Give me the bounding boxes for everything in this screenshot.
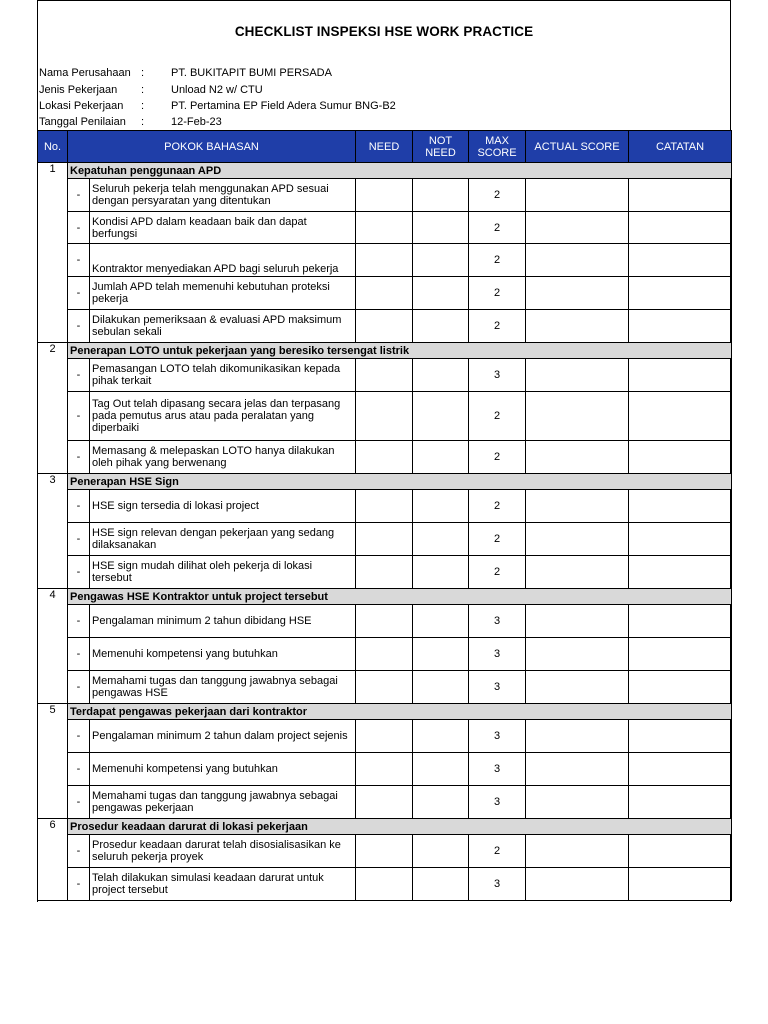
header-not-need: NOT NEED (413, 131, 469, 163)
number-cell-blank (38, 244, 68, 277)
number-cell-blank (38, 490, 68, 523)
checklist-item-row (38, 671, 732, 704)
need-cell[interactable] (356, 359, 413, 392)
info-label: Tanggal Penilaian (39, 116, 126, 128)
checklist-item-row (38, 359, 732, 392)
need-cell[interactable] (356, 523, 413, 556)
section-row (38, 163, 732, 179)
not-need-cell[interactable] (413, 490, 469, 523)
not-need-cell[interactable] (413, 671, 469, 704)
item-text: Jumlah APD telah memenuhi kebutuhan proteksi pekerja (90, 277, 356, 310)
max-score-cell: 3 (469, 671, 526, 704)
max-score-cell: 2 (469, 441, 526, 474)
catatan-cell[interactable] (629, 392, 732, 441)
actual-score-cell[interactable] (526, 490, 629, 523)
checklist-item-row (38, 786, 732, 819)
actual-score-cell[interactable] (526, 359, 629, 392)
info-value: Unload N2 w/ CTU (171, 84, 263, 96)
need-cell[interactable] (356, 720, 413, 753)
checklist-item-row (38, 212, 732, 244)
number-cell-blank (38, 310, 68, 343)
actual-score-cell[interactable] (526, 753, 629, 786)
actual-score-cell[interactable] (526, 671, 629, 704)
info-label: Jenis Pekerjaan (39, 84, 118, 96)
number-cell-blank (38, 671, 68, 704)
not-need-cell[interactable] (413, 786, 469, 819)
checklist-table (37, 130, 732, 901)
catatan-cell[interactable] (629, 835, 732, 868)
catatan-cell[interactable] (629, 720, 732, 753)
item-text: Seluruh pekerja telah menggunakan APD sesuai dengan persyaratan yang ditentukan (90, 179, 356, 212)
item-text: Memenuhi kompetensi yang butuhkan (90, 638, 356, 671)
not-need-cell[interactable] (413, 720, 469, 753)
section-title: Terdapat pengawas pekerjaan dari kontraktor (68, 704, 732, 720)
number-cell-blank (38, 277, 68, 310)
item-text: Pemasangan LOTO telah dikomunikasikan kepada pihak terkait (90, 359, 356, 392)
number-cell-blank (38, 835, 68, 868)
header-catatan: CATATAN (629, 131, 732, 163)
info-value: PT. BUKITAPIT BUMI PERSADA (171, 67, 332, 79)
info-label: Lokasi Pekerjaan (39, 100, 124, 112)
need-cell[interactable] (356, 277, 413, 310)
need-cell[interactable] (356, 212, 413, 244)
catatan-cell[interactable] (629, 244, 732, 277)
item-dash: - (68, 671, 90, 704)
checklist-item-row (38, 441, 732, 474)
max-score-cell: 2 (469, 277, 526, 310)
not-need-cell[interactable] (413, 359, 469, 392)
checklist-item-row (38, 556, 732, 589)
not-need-cell[interactable] (413, 835, 469, 868)
item-text: Memahami tugas dan tanggung jawabnya sebagai pengawas pekerjaan (90, 786, 356, 819)
actual-score-cell[interactable] (526, 835, 629, 868)
need-cell[interactable] (356, 441, 413, 474)
section-number: 3 (38, 474, 68, 490)
info-value: PT. Pertamina EP Field Adera Sumur BNG-B2 (171, 100, 396, 112)
item-text: Kontraktor menyediakan APD bagi seluruh pekerja (90, 244, 356, 277)
max-score-cell: 3 (469, 786, 526, 819)
number-cell-blank (38, 212, 68, 244)
not-need-cell[interactable] (413, 605, 469, 638)
need-cell[interactable] (356, 868, 413, 901)
header-max-score: MAX SCORE (469, 131, 526, 163)
item-dash: - (68, 638, 90, 671)
not-need-cell[interactable] (413, 753, 469, 786)
actual-score-cell[interactable] (526, 244, 629, 277)
item-dash: - (68, 244, 90, 277)
actual-score-cell[interactable] (526, 392, 629, 441)
item-text: HSE sign tersedia di lokasi project (90, 490, 356, 523)
section-number: 4 (38, 589, 68, 605)
catatan-cell[interactable] (629, 179, 732, 212)
max-score-cell: 2 (469, 244, 526, 277)
number-cell-blank (38, 753, 68, 786)
item-text: Prosedur keadaan darurat telah disosialisasikan ke seluruh pekerja proyek (90, 835, 356, 868)
need-cell[interactable] (356, 835, 413, 868)
item-dash: - (68, 720, 90, 753)
section-row (38, 704, 732, 720)
catatan-cell[interactable] (629, 786, 732, 819)
item-dash: - (68, 490, 90, 523)
number-cell-blank (38, 868, 68, 901)
checklist-item-row (38, 490, 732, 523)
actual-score-cell[interactable] (526, 638, 629, 671)
checklist-body (38, 163, 732, 901)
section-number: 2 (38, 343, 68, 359)
item-dash: - (68, 359, 90, 392)
catatan-cell[interactable] (629, 523, 732, 556)
not-need-cell[interactable] (413, 868, 469, 901)
not-need-cell[interactable] (413, 638, 469, 671)
item-text: Pengalaman minimum 2 tahun dalam project sejenis (90, 720, 356, 753)
item-dash: - (68, 835, 90, 868)
catatan-cell[interactable] (629, 753, 732, 786)
max-score-cell: 3 (469, 359, 526, 392)
need-cell[interactable] (356, 671, 413, 704)
section-title: Prosedur keadaan darurat di lokasi pekerjaan (68, 819, 732, 835)
section-row (38, 343, 732, 359)
max-score-cell: 2 (469, 179, 526, 212)
info-colon: : (141, 100, 145, 112)
table-header-row (38, 131, 732, 163)
section-title: Penerapan LOTO untuk pekerjaan yang beresiko tersengat listrik (68, 343, 732, 359)
item-dash: - (68, 556, 90, 589)
checklist-item-row (38, 179, 732, 212)
number-cell-blank (38, 392, 68, 441)
catatan-cell[interactable] (629, 638, 732, 671)
item-dash: - (68, 753, 90, 786)
catatan-cell[interactable] (629, 605, 732, 638)
catatan-cell[interactable] (629, 359, 732, 392)
max-score-cell: 3 (469, 605, 526, 638)
item-text: HSE sign mudah dilihat oleh pekerja di lokasi tersebut (90, 556, 356, 589)
info-colon: : (141, 116, 145, 128)
section-row (38, 589, 732, 605)
section-row (38, 474, 732, 490)
need-cell[interactable] (356, 786, 413, 819)
max-score-cell: 3 (469, 638, 526, 671)
catatan-cell[interactable] (629, 277, 732, 310)
header-pokok-bahasan: POKOK BAHASAN (68, 131, 356, 163)
section-number: 5 (38, 704, 68, 720)
checklist-item-row (38, 720, 732, 753)
catatan-cell[interactable] (629, 441, 732, 474)
item-text: Memasang & melepaskan LOTO hanya dilakukan oleh pihak yang berwenang (90, 441, 356, 474)
actual-score-cell[interactable] (526, 212, 629, 244)
item-dash: - (68, 868, 90, 901)
not-need-cell[interactable] (413, 392, 469, 441)
not-need-cell[interactable] (413, 179, 469, 212)
checklist-item-row (38, 244, 732, 277)
need-cell[interactable] (356, 392, 413, 441)
item-text: Dilakukan pemeriksaan & evaluasi APD maksimum sebulan sekali (90, 310, 356, 343)
checklist-item-row (38, 638, 732, 671)
catatan-cell[interactable] (629, 310, 732, 343)
max-score-cell: 2 (469, 490, 526, 523)
max-score-cell: 2 (469, 310, 526, 343)
not-need-cell[interactable] (413, 441, 469, 474)
number-cell-blank (38, 638, 68, 671)
max-score-cell: 3 (469, 720, 526, 753)
item-text: Pengalaman minimum 2 tahun dibidang HSE (90, 605, 356, 638)
item-text: Memahami tugas dan tanggung jawabnya sebagai pengawas HSE (90, 671, 356, 704)
actual-score-cell[interactable] (526, 556, 629, 589)
actual-score-cell[interactable] (526, 310, 629, 343)
need-cell[interactable] (356, 310, 413, 343)
max-score-cell: 2 (469, 556, 526, 589)
actual-score-cell[interactable] (526, 441, 629, 474)
header-need: NEED (356, 131, 413, 163)
checklist-item-row (38, 392, 732, 441)
checklist-item-row (38, 523, 732, 556)
catatan-cell[interactable] (629, 490, 732, 523)
need-cell[interactable] (356, 490, 413, 523)
number-cell-blank (38, 523, 68, 556)
need-cell[interactable] (356, 753, 413, 786)
item-dash: - (68, 523, 90, 556)
catatan-cell[interactable] (629, 671, 732, 704)
item-dash: - (68, 179, 90, 212)
item-dash: - (68, 212, 90, 244)
item-text: Kondisi APD dalam keadaan baik dan dapat berfungsi (90, 212, 356, 244)
item-dash: - (68, 310, 90, 343)
catatan-cell[interactable] (629, 556, 732, 589)
checklist-item-row (38, 605, 732, 638)
item-text: Telah dilakukan simulasi keadaan darurat untuk project tersebut (90, 868, 356, 901)
max-score-cell: 2 (469, 523, 526, 556)
header-actual-score: ACTUAL SCORE (526, 131, 629, 163)
item-text: HSE sign relevan dengan pekerjaan yang sedang dilaksanakan (90, 523, 356, 556)
not-need-cell[interactable] (413, 244, 469, 277)
catatan-cell[interactable] (629, 868, 732, 901)
actual-score-cell[interactable] (526, 786, 629, 819)
max-score-cell: 2 (469, 392, 526, 441)
number-cell-blank (38, 179, 68, 212)
info-colon: : (141, 84, 145, 96)
actual-score-cell[interactable] (526, 277, 629, 310)
item-dash: - (68, 441, 90, 474)
checklist-item-row (38, 310, 732, 343)
section-title: Pengawas HSE Kontraktor untuk project tersebut (68, 589, 732, 605)
info-label: Nama Perusahaan (39, 67, 131, 79)
catatan-cell[interactable] (629, 212, 732, 244)
item-dash: - (68, 392, 90, 441)
need-cell[interactable] (356, 556, 413, 589)
header-no: No. (38, 131, 68, 163)
max-score-cell: 2 (469, 212, 526, 244)
number-cell-blank (38, 720, 68, 753)
actual-score-cell[interactable] (526, 179, 629, 212)
section-title: Penerapan HSE Sign (68, 474, 732, 490)
checklist-item-row (38, 835, 732, 868)
item-dash: - (68, 277, 90, 310)
info-value: 12-Feb-23 (171, 116, 222, 128)
checklist-item-row (38, 753, 732, 786)
number-cell-blank (38, 605, 68, 638)
number-cell-blank (38, 556, 68, 589)
item-text: Tag Out telah dipasang secara jelas dan terpasang pada pemutus arus atau pada peralatan yang diperbaiki (90, 392, 356, 441)
need-cell[interactable] (356, 605, 413, 638)
number-cell-blank (38, 359, 68, 392)
actual-score-cell[interactable] (526, 605, 629, 638)
max-score-cell: 2 (469, 835, 526, 868)
item-dash: - (68, 605, 90, 638)
max-score-cell: 3 (469, 868, 526, 901)
not-need-cell[interactable] (413, 212, 469, 244)
section-title: Kepatuhan penggunaan APD (68, 163, 732, 179)
document-title: CHECKLIST INSPEKSI HSE WORK PRACTICE (234, 24, 534, 39)
number-cell-blank (38, 441, 68, 474)
need-cell[interactable] (356, 638, 413, 671)
section-number: 6 (38, 819, 68, 835)
actual-score-cell[interactable] (526, 523, 629, 556)
item-text: Memenuhi kompetensi yang butuhkan (90, 753, 356, 786)
info-colon: : (141, 67, 145, 79)
max-score-cell: 3 (469, 753, 526, 786)
need-cell[interactable] (356, 179, 413, 212)
not-need-cell[interactable] (413, 277, 469, 310)
not-need-cell[interactable] (413, 310, 469, 343)
number-cell-blank (38, 786, 68, 819)
item-dash: - (68, 786, 90, 819)
not-need-cell[interactable] (413, 556, 469, 589)
checklist-item-row (38, 277, 732, 310)
checklist-item-row (38, 868, 732, 901)
actual-score-cell[interactable] (526, 868, 629, 901)
section-row (38, 819, 732, 835)
section-number: 1 (38, 163, 68, 179)
actual-score-cell[interactable] (526, 720, 629, 753)
need-cell[interactable] (356, 244, 413, 277)
not-need-cell[interactable] (413, 523, 469, 556)
